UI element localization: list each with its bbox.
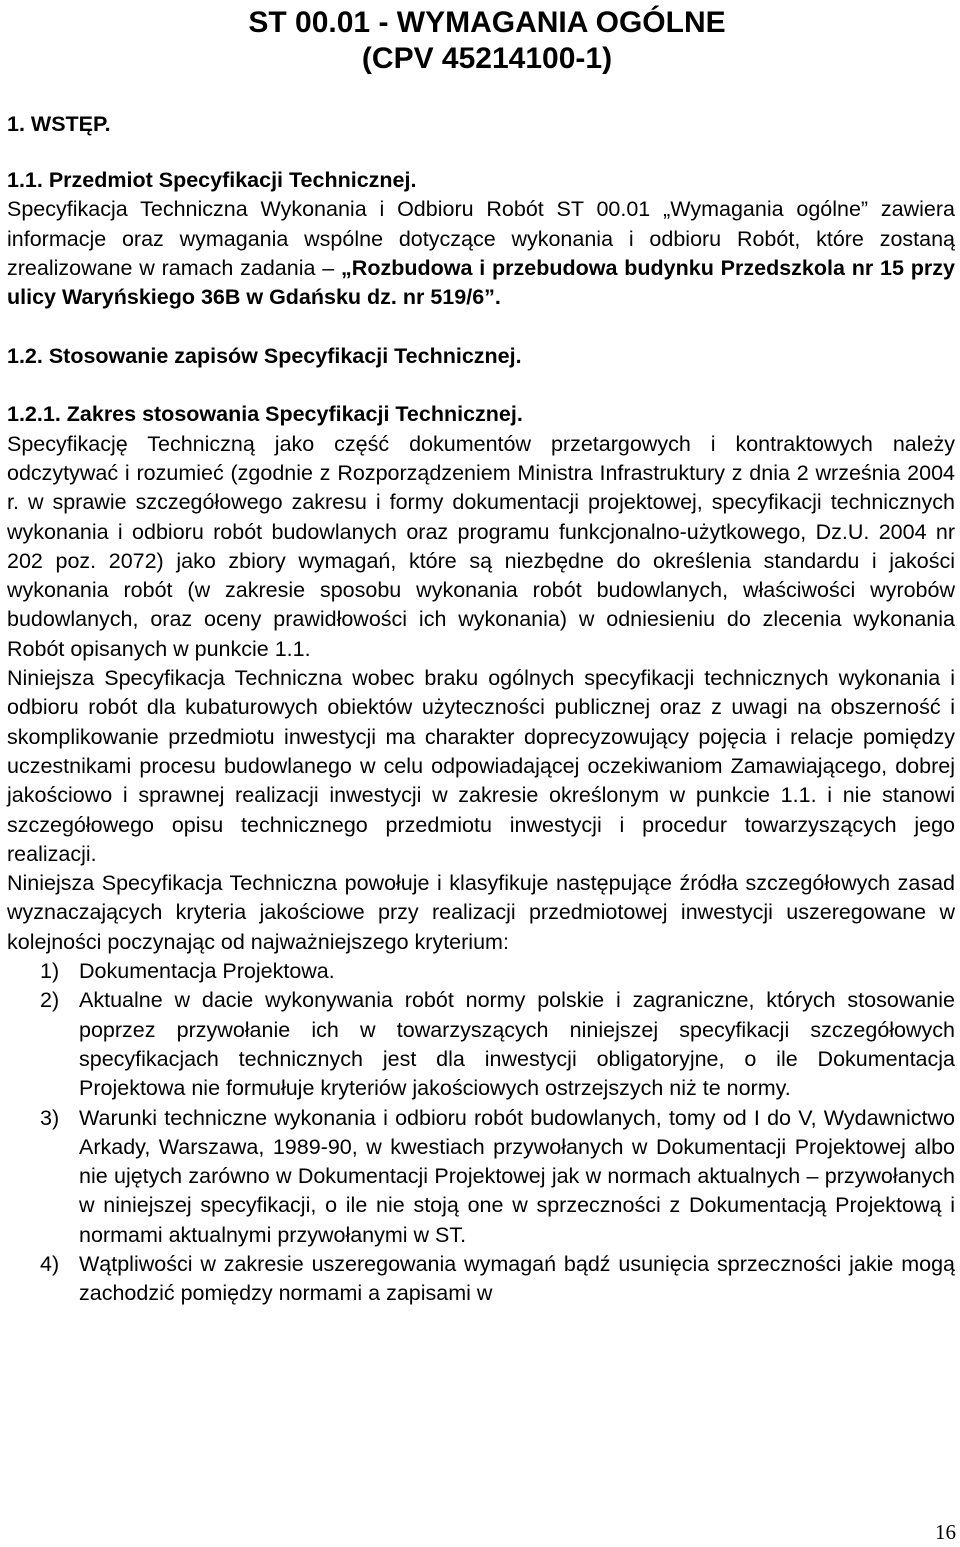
paragraph-sources: Niniejsza Specyfikacja Techniczna powołuje i klasyfikuje następujące źródła szczegółowych zasad wyznaczających kryteria jakościowe przy realizacji przedmiotowej inwestycji uszeregowane w kolejności poczynając od najważniejszego kryterium:	[7, 871, 955, 954]
list-item-number: 4)	[40, 1251, 60, 1276]
list-item-text: Aktualne w dacie wykonywania robót normy polskie i zagraniczne, których stosowanie poprzez przywołanie ich w towarzyszących niniejszej specyfikacji szczegółowych specyfikacjach technicznych jest dla inwestycji obligatoryjne, o ile Dokumentacja Projektowa nie formułuje kryteriów jakościowych ostrzejszych niż te normy.	[79, 988, 955, 1101]
list-item-number: 3)	[40, 1105, 60, 1130]
title-line-2: (CPV 45214100-1)	[361, 42, 613, 75]
section-heading-wstep: 1. WSTĘP.	[7, 112, 111, 136]
title-line-1: ST 00.01 - WYMAGANIA OGÓLNE	[248, 6, 726, 39]
list-item-number: 2)	[40, 988, 60, 1013]
heading-1-2: 1.2. Stosowanie zapisów Specyfikacji Technicznej.	[7, 343, 522, 368]
paragraph-1-1-text: Specyfikacja Techniczna Wykonania i Odbioru Robót ST 00.01 „Wymagania ogólne” zawiera informacje oraz wymagania wspólne dotyczące wykonania i odbioru Robót, które zostaną zrealizowane w ramach zadania –	[7, 197, 955, 280]
heading-1-2-1: 1.2.1. Zakres stosowania Specyfikacji Technicznej.	[7, 402, 523, 427]
list-item	[7, 986, 955, 1103]
task-name: „Rozbudowa i przebudowa budynku Przedszkola nr 15 przy ulicy Waryńskiego 36B w Gdańsku dz. nr 519/6”.	[7, 255, 955, 310]
paragraph-scope: Specyfikację Techniczną jako część dokumentów przetargowych i kontraktowych należy odczytywać i rozumieć (zgodnie z Rozporządzeniem Ministra Infrastruktury z dnia 2 września 2004 r. w sprawie szczegółowego zakresu i formy dokumentacji projektowej, specyfikacji technicznych wykonania i odbioru robót budowlanych oraz programu funkcjonalno-użytkowego, Dz.U. 2004 nr 202 poz. 2072) jako zbiory wymagań, które są niezbędne do określenia standardu i jakości wykonania robót (w zakresie sposobu wykonania robót budowlanych, właściwości wyrobów budowlanych, oraz oceny prawidłowości ich wykonania) w odniesieniu do zlecenia wykonania Robót opisanych w punkcie 1.1.	[7, 431, 955, 661]
document-title	[212, 5, 762, 77]
list-item-text: Warunki techniczne wykonania i odbioru robót budowlanych, tomy od I do V, Wydawnictwo Arkady, Warszawa, 1989-90, w kwestiach przywołanych w Dokumentacji Projektowej albo nie ujętych zarówno w Dokumentacji Projektowej jak w normach aktualnych – przywołanych w niniejszej specyfikacji, o ile nie stoją one w sprzeczności z Dokumentacją Projektową i normami aktualnymi przywołanymi w ST.	[79, 1105, 955, 1247]
paragraph-character: Niniejsza Specyfikacja Techniczna wobec braku ogólnych specyfikacji technicznych wykonania i odbioru robót dla kubaturowych obiektów użyteczności publicznej oraz z uwagi na obszerność i skomplikowanie przedmiotu inwestycji ma charakter doprecyzowujący pojęcia i relacje pomiędzy uczestnikami procesu budowlanego w celu odpowiadającej oczekiwaniom Zamawiającego, dobrej jakościowo i sprawnej realizacji inwestycji w zakresie określonym w punkcie 1.1. i nie stanowi szczegółowego opisu technicznego przedmiotu inwestycji i procedur towarzyszących jego realizacji.	[7, 666, 955, 866]
document-body	[7, 166, 955, 1309]
list-item-text: Wątpliwości w zakresie uszeregowania wymagań bądź usunięcia sprzeczności jakie mogą zachodzić pomiędzy normami a zapisami w	[79, 1251, 955, 1306]
heading-1-1: 1.1. Przedmiot Specyfikacji Technicznej.	[7, 168, 417, 192]
criteria-list	[7, 957, 955, 1309]
page-number: 16	[935, 1520, 956, 1544]
list-item	[7, 1250, 955, 1309]
list-item	[7, 1104, 955, 1250]
list-item-number: 1)	[40, 959, 60, 984]
document-page	[7, 0, 955, 1545]
list-item-text: Dokumentacja Projektowa.	[79, 959, 335, 984]
list-item	[7, 957, 955, 986]
paragraph-1-1	[7, 195, 955, 312]
